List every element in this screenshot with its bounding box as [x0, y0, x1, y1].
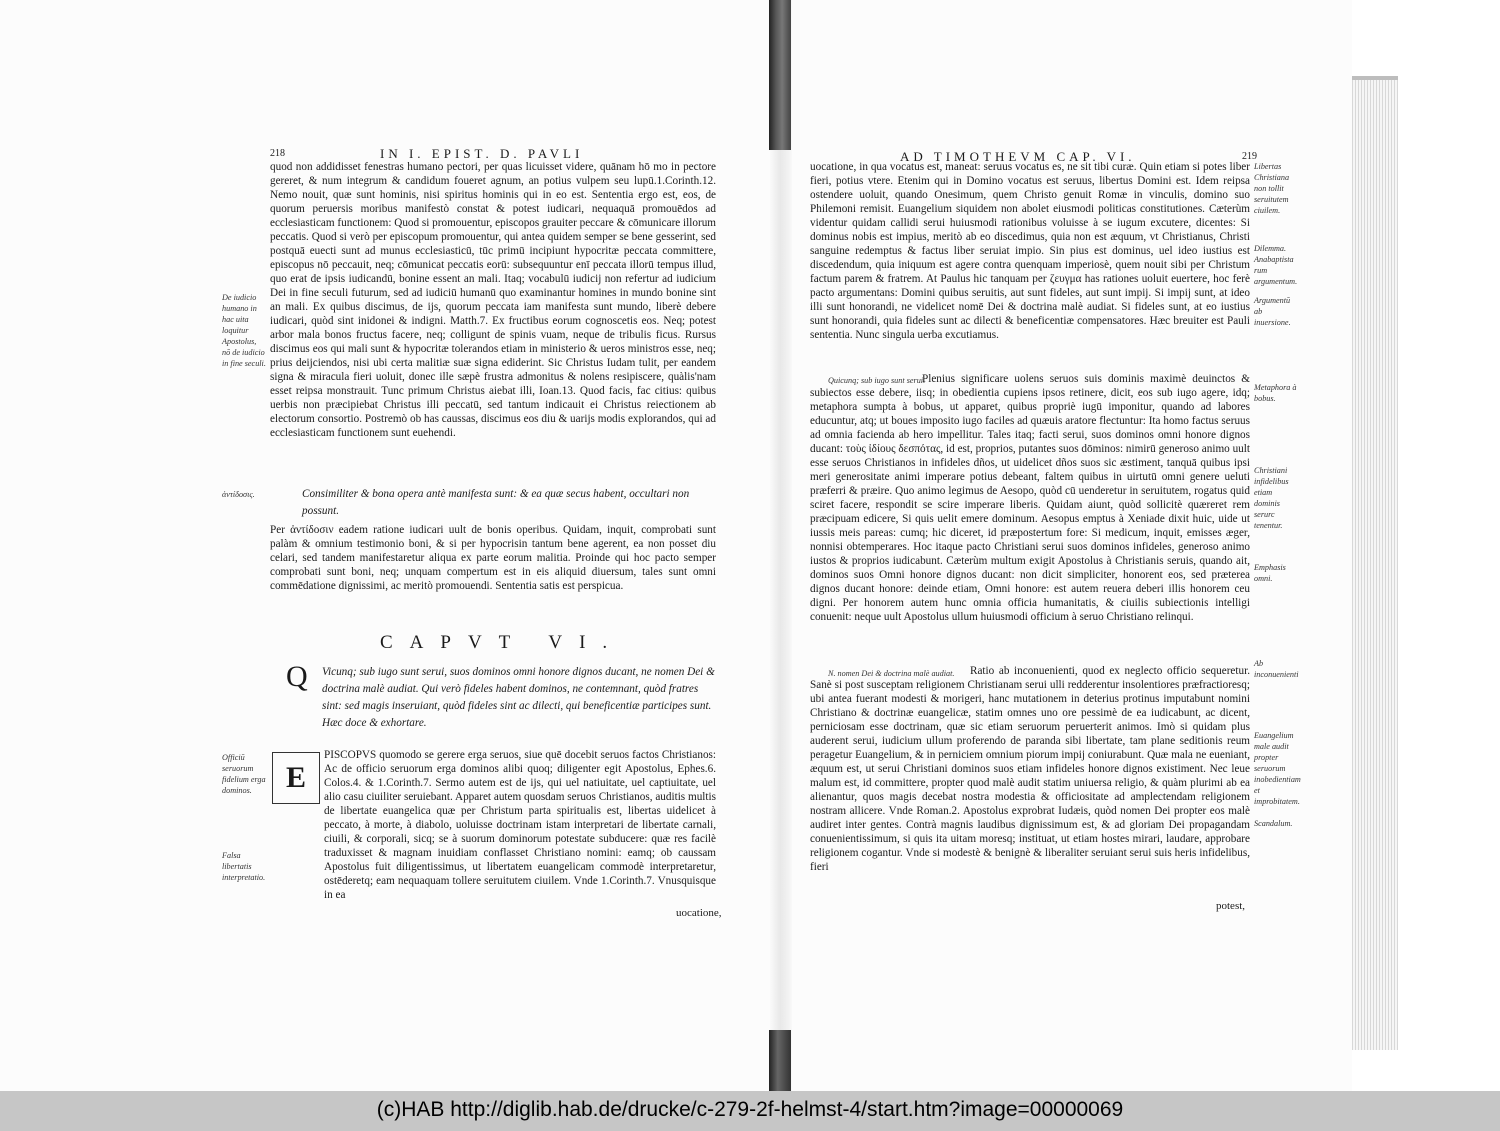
chapter-dropcap: Q	[286, 660, 308, 693]
right-page-number: 219	[1242, 151, 1257, 162]
left-paragraph-3-head: PISCOPVS quomodo se gerere erga seruos, siue quē docebit seruos factos Christianos: Ac de officio seruorum erga dominos alibi quoq; diligenter egit Apostolus, Ephes.6. Colos.4. & 1.Corinth.7. Sermo autem est de ijs, qui uel natiuitate, uel captiuitate, uel alio casu ciuiliter seruiebant. Apparet autem quosdam seruos Christianos, auditis multis de libertate euangelica quæ per Christum parta spiritualis est, libertas uidelicet à peccato, à morte, à diabolo, uoluisse doctrinam istam interpretari de libertate carnali, ciuili, & corporali, sicq; se à suorum dominorum potestate subducere: quæ res facilè traduxisset & magnam inuidiam conflasset Christiano nomini: eamq; ob caussam Apostolus fuit diligentissimus, ut libertatem euangelicam commodè interpretaretur, ostēderetq; eam nequaquam tollere seruitutem ciuilem. Vnde 1.Corinth.7. Vnusquisque in ea	[324, 749, 716, 901]
binding-bottom	[769, 1030, 791, 1091]
chapter-heading: CAPVT VI.	[380, 632, 625, 653]
right-margin-note-9: Scandalum.	[1254, 819, 1293, 828]
left-margin-note-3: Officiū seruorum fidelium erga dominos.	[222, 753, 266, 795]
right-paragraph-2: Plenius significare uolens seruos suis dominis maximè deuinctos & subiectos esse debere, iisq; in obedientia cupiens ipsos retinere, dicit, eos sub iugo agere, idq; metaphora sumpta à bobus, ut apparet, quibus propriè iugū imponitur, quando ad labores educuntur, atq; ut boues imposito iugo faciles ad quæuis aratore flectuntur: Ita homo factus seruus ad omnia facienda ab hero impellitur. Tales itaq; facti serui, suos dominos omni honore dignos ducant: τοὺς ἰδίους δεσπότας, id est, proprios, putantes suos dōminos: nimirū generoso animo uult esse seruos Christianos in infideles dños, ut uidelicet dños suos sic æstiment, tanquā quibus ipsi meri generositate animi imperare potius debeant, faltem quibus in uirtutū omni genere ueluti præferri & præire. Quo animo legimus de Aesopo, quòd cū uenderetur in seruitutem, rogatus quid sciret facere, respondit se scire imperare liberis. Quidam aiunt, quòd sollicitè quæreret rem præcipuam edicere, Si quis uelit emere dominum. Aesopus emptus à Xeniade dixit huic, uide ut iussis meis pareas: cumq; hic diceret, id præpostertum fore: Si medicum, inquit, emisses æger, nonnisi obtemperares. Hoc itaque pacto Christiani serui suos dominos infideles, generoso animo iustos & proprios iudicabunt. Cæterùm multum exigit Apostolus à Christianis seruis, quando ait, dominos suos Omni honore dignos ducant: non dicit simpliciter, honorent eos, sed præterea dignos ducant honore: deinde etiam, Omni honore: est autem reuera deberi illis honorem ceu digni. Per honorem autem hunc omnia officia humanitatis, & ciuilis subiectionis intelligi conuenit: neque uult Apostolus ullum huiusmodi officium à seruo Christiano relinqui.	[810, 373, 1250, 623]
left-paragraph-2: Per ἀντίδοσιν eadem ratione iudicari uult de bonis operibus. Quidam, inquit, comprobati sunt palàm & omnium testimonio boni, & si per hypocrisin tantum bene agerent, ea non posset diu celari, sed tandem manifestaretur aliqua ex parte eorum malitia. Proinde qui hoc pacto semper comprobati sunt boni, neq; unquam compertum est in eis aliquid diuersum, tales sunt omni commēdatione dignissimi, ac meritò promouendi. Sententia satis est perspicua.	[270, 524, 716, 592]
right-margin-note-1: Libertas Christiana non tollit seruitutem ciuilem.	[1254, 162, 1290, 215]
right-lemma-2: N. nomen Dei & doctrina malè audiat.	[828, 669, 955, 678]
right-paragraph-1: uocatione, in qua vocatus est, maneat: seruus vocatus es, ne sit tibi curæ. Quin etiam si potes liber fieri, potius vtere. Etenim qui in Domino vocatus est seruus, libertus Domini est. Idem reipsa ostendere uoluit, quando Onesimum, quem Christo genuit Romæ in vinculis, domino suo Philemoni remisit. Euangelium siquidem non abolet eiusmodi politicas constitutiones. Cæterùm videntur quidam callidi serui huiusmodi rationibus voluisse à se iugum excutere, dicentes: Si dominus nobis est impius, meritò ab eo discedimus, quia non est æquum, vt Christianus, Christi sanguine redemptus & factus liber seruiat impio. Sin pius est dominus, uel ideo iustius est discedendum, quia iniquum est agere contra quenquam imperiosè, quem nouit sibi per Christum factum parem & fratrem. At Paulus hic tanquam per ζευγμα has rationes uoluit euertere, hoc ferè pacto argumentans: Domini quibus seruitis, aut sunt fideles, aut sunt impij. Si impij sunt, at ideo illi sunt honorandi, ne videlicet nomē Dei & doctrina malè audiat. Si fideles sunt, at eo iustius sunt honorandi, quia fideles sunt ac dilecti & beneficentiæ compensatores. Hæc breuiter est Pauli sententia. Nunc singula uerba excutiamus.	[810, 161, 1250, 341]
right-margin-note-7: Ab inconuenienti	[1254, 659, 1299, 679]
right-margin-note-3: Argumentū ab inuersione.	[1254, 296, 1291, 327]
right-margin-note-2: Dilemma. Anabaptista rum argumentum.	[1254, 244, 1298, 286]
left-margin-note-2: ἀντίδοσις.	[222, 490, 255, 499]
left-paragraph-3-tail	[270, 806, 716, 904]
right-margin-note-4: Metaphora à bobus.	[1254, 383, 1297, 403]
right-paragraph-3: Ratio ab inconuenienti, quod ex neglecto officio sequeretur. Sanè si post susceptam religionem Christianam serui ulli redderentur insolentiores præfractioresq; ubi antea fuerant modesti & morigeri, hanc mutationem in deterius protinus imputabunt nomini Christiano & doctrinæ euangelicæ, statim omnes uno ore pessimè de ea iudicabunt, ac dicent, perniciosam esse doctrinam, quæ sic etiam seruorum peruerterit animos. Imò si quidam plus auderent serui, iudicium ullum proferendo de paranda sibi libertate, tam plane seditionis reum peragetur Euangelium, & in perniciem omnium piorum impij coniurabunt. Quæ mala ne eueniant, æquum est, ut serui Christiani dominos suos etiam infideles honore dignos existiment. Nec leue malum est, id committere, propter quod malè audit statim uniuersa religio, & quàm plurimi ab ea alienantur, quos magis decebat nostra modestia & officiositate ad amplectendam religionem nostram allicere. Vnde Roman.2. Apostolus exprobrat Iudæis, quòd nomen Dei propter eos malè audiret inter gentes. Contrà magnis laudibus dignissimum est, & ad gloriam Dei propagandam conuenientissimum, si quis ita uitam moresq; instituat, ut etiam hostes mirari, laudare, approbare religionem cogantur. Vnde si modestè & benignè & liberaliter seruiant serui suis heris infidelibus, fieri	[810, 665, 1250, 873]
binding-top	[769, 0, 791, 150]
right-margin-note-6: Emphasis omni.	[1254, 563, 1286, 583]
left-catchword: uocatione,	[676, 907, 722, 919]
footer-text: (c)HAB http://diglib.hab.de/drucke/c-279-2f-helmst-4/start.htm?image=00000069	[376, 1098, 1124, 1121]
left-margin-note-1: De iudicio humano in hac uita loquitur Apostolus, nō de iudicio in fine seculi.	[222, 293, 266, 368]
left-margin-note-4: Falsa libertatis interpretatio.	[222, 851, 266, 882]
left-running-head: IN I. EPIST. D. PAVLI	[380, 146, 584, 161]
chapter-summary: Vicunq; sub iugo sunt serui, suos dominos omni honore dignos ducant, ne nomen Dei & doctrina malè audiat. Qui verò fideles habent dominos, ne contemnant, quòd fratres sint: sed magis inseruiant, quòd fideles sint ac dilecti, qui beneficentiæ participes sunt. Hæc doce & exhortare.	[322, 666, 715, 729]
left-italic-verse: Consimiliter & bona opera antè manifesta sunt: & ea quæ secus habent, occultari non possunt.	[302, 488, 690, 517]
dropcap-e: E	[272, 752, 320, 804]
right-margin-note-5: Christiani infidelibus etiam dominis serurc tenentur.	[1254, 466, 1289, 530]
right-page	[792, 0, 1352, 1091]
right-lemma-1: Quicunq; sub iugo sunt serui.	[828, 376, 926, 385]
right-catchword: potest,	[1216, 900, 1246, 912]
right-running-head: AD TIMOTHEVM CAP. VI.	[900, 149, 1136, 164]
right-margin-note-8: Euangelium male audit propter seruorum inobedientiam et improbitatem.	[1254, 731, 1301, 806]
copyright-footer	[0, 1091, 1500, 1131]
page-stack-edge	[1352, 80, 1398, 1050]
left-page-number: 218	[270, 148, 285, 159]
left-paragraph-1: quod non addidisset fenestras humano pectori, per quas licuisset videre, quānam hō mo in pectore gereret, & num integrum & candidum foueret agnum, an potius vulpem seu lupū.1.Corinth.12. Nemo nouit, quæ sunt hominis, nisi spiritus hominis qui in eo est. Sententia ergo est, eos, de quorum peruersis moribus manifestò constat & potest iudicari, nequaquā promouēdos ad ecclesiasticam functionem: Quod si promouentur, episcopos grauiter peccare & cōmunicare illorum peccatis. Quod si verò per episcopum promouentur, qui antea quidem semper se bene gesserint, sed postquā euecti sunt ad munus ecclesiasticū, tūc primū incipiunt hypocritæ peccata committere, episcopus nō peccauit, neq; cōmunicat peccatis eorū: subsequuntur enī peccata illorū tempus illud, quo erat de ipsis iudicandū, bonine essent an mali. Itaq; vocabulū iudicij non refertur ad iudicium Dei in fine seculi futurum, sed ad iudiciū humanū quo examinantur homines in mundo bonine sint an mali. Ex quibus discimus, de ijs, quorum peccata iam manifesta sunt mundo, liberè debere iudicari, quòd sint inidonei & indigni. Matth.7. Ex fructibus eorum cognoscetis eos. Neq; potest arbor mala bonos fructus facere, neq; colligunt de spinis vuam, neque de tribulis ficus. Rursus discimus eos qui mali sunt & hypocritæ tolerandos etiam in ministerio & ueros ministros esse, neq; prius deijciendos, nisi ubi certa malitiæ suæ signa ediderint. Sic Christus Iudam tulit, per eandem signa & miracula fieri uoluit, donec ille sæpè frustra admonitus & nolens resipiscere, quàlis'nam esset reipsa monstrauit. Tunc primum Christus aiebat illi, Ioan.13. Quod facis, fac citius: quibus uerbis non præcipiebat Christus illi peccatū, sed tantum indicauit ei Christus reiectionem ab electorum consortio. Postremò ob has caussas, discimus eos diu & uarijs modis explorandos, qui ad ecclesiasticam functionem sunt euehendi.	[270, 161, 716, 439]
